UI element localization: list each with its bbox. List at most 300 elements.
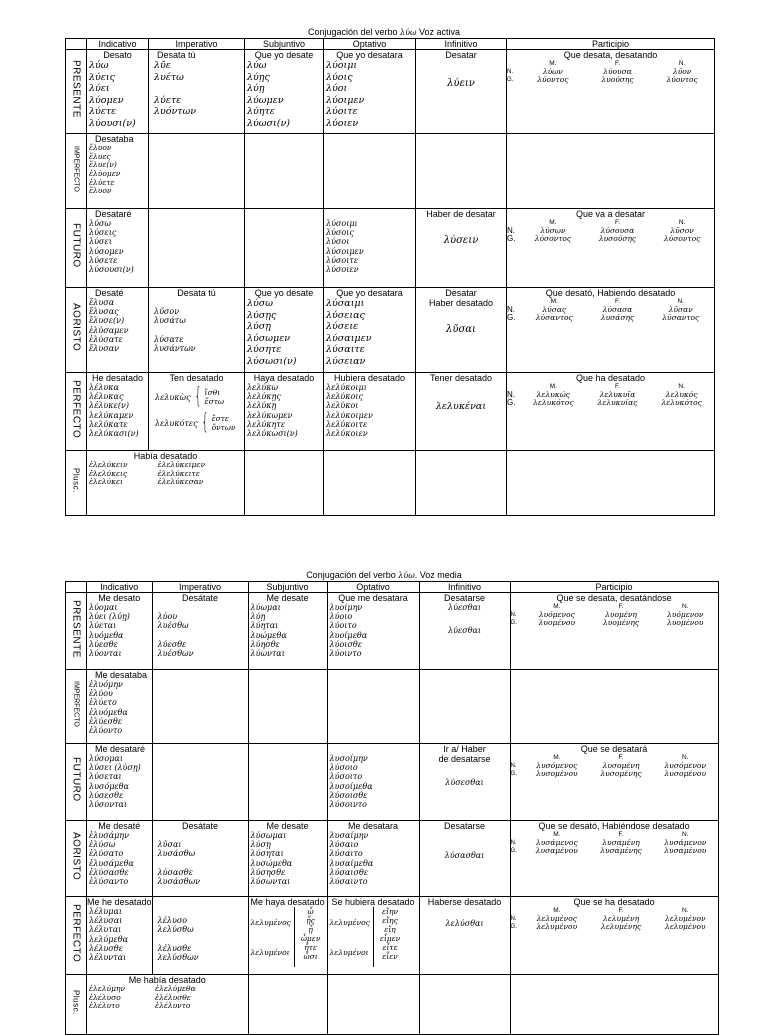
verb-form: λύσουσι(ν) bbox=[89, 264, 134, 274]
participle-form: λύσας bbox=[542, 306, 567, 314]
verb-form: ἔλυες bbox=[89, 151, 111, 161]
verb-form: λύσοισθε bbox=[329, 790, 368, 800]
participle-form: λῦον bbox=[672, 68, 692, 76]
participle-blank bbox=[507, 383, 521, 391]
gender-label: F. bbox=[614, 298, 621, 305]
verb-form: λέλυκε(ν) bbox=[89, 401, 129, 411]
verb-form: λύει (λύῃ) bbox=[89, 612, 130, 622]
presente-participio: Que desata, desatando M. F. N. N. λύων λύουσα λῦον G. λύοντος λυούσης λύοντος bbox=[507, 50, 715, 134]
verb-form: λελύκοι bbox=[326, 401, 359, 411]
row-imperfecto bbox=[66, 134, 715, 209]
gender-label: M. bbox=[553, 907, 561, 914]
case-label: G. bbox=[510, 620, 517, 626]
verb-form: λύσαιτο bbox=[329, 849, 363, 859]
case-label: N. bbox=[507, 391, 515, 399]
participle-form: λύσοντος bbox=[663, 235, 701, 243]
case-label: N. bbox=[510, 840, 517, 846]
verb-form: λύσοιο bbox=[329, 763, 358, 773]
verb-form: ἐλελύμεθα bbox=[155, 984, 196, 993]
participle-form: λυσαμένου bbox=[535, 847, 578, 855]
participle-form: λυόμενος bbox=[538, 611, 575, 619]
verb-form: λύσειε bbox=[326, 321, 359, 332]
gender-label: M. bbox=[549, 383, 557, 390]
perfecto-subjuntivo: Haya desatado λελύκω λελύκῃς λελύκῃ λελύκωμεν λελύκητε λελύκωσι(ν) bbox=[245, 373, 324, 451]
verb-form: ἔλυσαν bbox=[89, 343, 119, 353]
verb-form: ἐλύσαντο bbox=[89, 876, 129, 886]
verb-form: λύσοιντο bbox=[329, 799, 367, 809]
verb-form: λελύκοιτε bbox=[326, 419, 368, 429]
row-imperfecto bbox=[66, 670, 719, 744]
perfecto-optativo: Hubiera desatado λελύκοιμι λελύκοις λελύκοι λελύκοιμεν λελύκοιτε λελύκοιεν bbox=[324, 373, 416, 451]
verb-form: λῦε bbox=[154, 60, 171, 71]
verb-form: λύσετε bbox=[89, 255, 118, 265]
verb-form: λύσοι bbox=[326, 237, 350, 247]
verb-form: λυσόμεθα bbox=[89, 781, 129, 791]
verb-form: λύωμαι bbox=[250, 603, 281, 612]
row-pluscuamperfecto bbox=[66, 451, 715, 516]
verb-form: λύσει bbox=[89, 237, 112, 247]
participle-form: λελυμένης bbox=[600, 923, 642, 931]
verb-form: λελύκῃ bbox=[247, 401, 277, 411]
presente-imperativo: Desátate λύου λυέσθω λύεσθε λυέσθων bbox=[152, 593, 248, 670]
participle-form: λελυμένου bbox=[664, 923, 706, 931]
participle-form: λυόμενον bbox=[667, 611, 704, 619]
verb-form: λυέσθω bbox=[157, 621, 189, 631]
gender-label: N. bbox=[682, 603, 689, 610]
aoristo-participio: Que desató, Habiendo desatado M. F. N. N. λύσας λύσασα λῦσαν G. λύσαντος λυσάσης λύσαντος bbox=[507, 288, 715, 373]
tense-label: PRESENTE bbox=[70, 599, 82, 658]
participle-blank bbox=[511, 831, 525, 839]
case-label: G. bbox=[510, 771, 517, 777]
perfecto-imperativo: Ten desatado λελυκὼς { ἴσθι ἔστω λελυκότες { ἔστε ὄντων bbox=[149, 373, 245, 451]
verb-form: ἐλύου bbox=[89, 689, 113, 699]
row-perfecto bbox=[66, 897, 719, 975]
verb-form: ἐλελύκειν bbox=[89, 460, 128, 469]
gender-label: F. bbox=[618, 831, 624, 838]
futuro-participio: Que se desatará M. F. N. N. λυσόμενος λυσομένη λυσόμενον G. λυσομένου λυσομένης λυσομένου bbox=[510, 744, 718, 821]
gender-label: M. bbox=[553, 603, 561, 610]
aoristo-imperativo: Desata tú λῦσον λυσάτω λύσατε λυσάντων bbox=[149, 288, 245, 373]
verb-form: λύσεις bbox=[89, 228, 117, 238]
verb-form: λύοιμι bbox=[326, 60, 358, 71]
case-label: N. bbox=[507, 69, 513, 75]
active-conjugation-table bbox=[65, 38, 715, 516]
verb-form: λυσαίμην bbox=[329, 831, 369, 840]
participle-form: λελυμένη bbox=[603, 915, 640, 923]
verb-form: λύσωνται bbox=[250, 876, 291, 886]
participle-form: λυομένης bbox=[603, 619, 640, 627]
verb-form: λύοις bbox=[326, 71, 353, 83]
verb-form: λέλυμαι bbox=[89, 907, 123, 916]
col-header-subjuntivo: Subjuntivo bbox=[245, 39, 324, 50]
participle-form: λυομένου bbox=[538, 619, 576, 627]
case-label: G. bbox=[507, 77, 514, 83]
verb-form: λύσομεν bbox=[89, 246, 124, 256]
tense-label: Plusc. bbox=[71, 989, 81, 1015]
participle-form: λυούσης bbox=[601, 76, 634, 84]
verb-form: λύωσι(ν) bbox=[247, 117, 290, 129]
verb-form: ἐλύσαμεν bbox=[89, 325, 129, 335]
gender-label: N. bbox=[682, 831, 689, 838]
verb-form: λυσάσθων bbox=[157, 876, 201, 886]
participle-blank bbox=[511, 907, 525, 915]
participle-form: λυσαμένου bbox=[664, 847, 707, 855]
participle-form: λυσαμένης bbox=[600, 847, 642, 855]
participle-form: λύων bbox=[542, 68, 563, 76]
media-title-verb: λύω. bbox=[398, 571, 418, 580]
participle-blank bbox=[511, 603, 525, 611]
verb-form: εἴη bbox=[384, 925, 396, 934]
perfecto-participio: Que se ha desatado M. F. N. N. λελυμένος λελυμένη λελυμένον G. λελυμένου λελυμένης λελυμένου bbox=[510, 897, 718, 975]
verb-form: ἔλυε(ν) bbox=[89, 160, 117, 170]
verb-form: λύσῃ bbox=[250, 840, 271, 850]
verb-form: λύσητε bbox=[247, 344, 282, 355]
verb-form: λύητε bbox=[247, 106, 275, 117]
participle-form: λύσασα bbox=[602, 306, 633, 314]
verb-form bbox=[158, 859, 248, 868]
verb-form: λύεσθε bbox=[89, 639, 118, 649]
verb-form: λέλυσο bbox=[157, 916, 188, 926]
verb-form: εἶεν bbox=[382, 952, 398, 961]
verb-form: ἐλυόμεθα bbox=[89, 707, 128, 717]
verb-form: λελύκω bbox=[247, 383, 279, 392]
participle-form: λυσομένου bbox=[664, 770, 707, 778]
verb-form: λελύκοιμι bbox=[326, 383, 367, 392]
aoristo-participio: Que se desató, Habiéndose desatado M. F. N. N. λυσάμενος λυσαμένη λυσάμενον G. λυσαμένου λυσαμένης λυσαμένου bbox=[510, 821, 718, 897]
verb-form: λῦσον bbox=[154, 307, 180, 317]
case-label: N. bbox=[510, 916, 517, 922]
verb-form: λύσησθε bbox=[250, 867, 286, 877]
verb-form bbox=[154, 326, 244, 335]
verb-form: λύσω bbox=[89, 219, 111, 228]
verb-form: λέλυκα bbox=[89, 383, 119, 392]
verb-form: λύσωσι(ν) bbox=[247, 355, 297, 367]
col-header-indicativo: Indicativo bbox=[87, 582, 153, 593]
gender-label: F. bbox=[614, 60, 621, 67]
verb-form: λύωνται bbox=[250, 648, 285, 658]
verb-form: ἐλέλυντο bbox=[155, 1001, 191, 1011]
verb-form: λύοιμεν bbox=[326, 94, 365, 106]
participle-form: λυσομένη bbox=[602, 762, 640, 770]
verb-form bbox=[158, 631, 248, 640]
verb-form: ἔλυον bbox=[89, 143, 112, 152]
row-perfecto bbox=[66, 373, 715, 451]
media-conjugation-table bbox=[65, 581, 719, 1035]
tense-label: PERFECTO bbox=[70, 903, 82, 963]
tense-label: IMPERFECTO bbox=[72, 145, 80, 192]
aoristo-indicativo: Desaté ἔλυσα ἔλυσας ἔλυσε(ν) ἐλύσαμεν ἐλύσατε ἔλυσαν bbox=[87, 288, 149, 373]
verb-form: λύεις bbox=[89, 71, 115, 83]
gender-label: N. bbox=[682, 754, 689, 761]
case-label: N. bbox=[507, 306, 515, 314]
gender-label: N. bbox=[678, 383, 685, 390]
verb-form: λύηται bbox=[250, 621, 279, 631]
participle-blank bbox=[507, 219, 521, 227]
gender-label: M. bbox=[549, 219, 557, 226]
participle-form: λελυκός bbox=[665, 391, 698, 399]
col-header-participio: Participio bbox=[507, 39, 715, 50]
verb-form: λύσοιμεν bbox=[326, 246, 364, 256]
case-label: N. bbox=[507, 227, 515, 235]
presente-subjuntivo: Me desate λύωμαι λύῃ λύηται λυώμεθα λύησθε λύωνται bbox=[248, 593, 327, 670]
verb-form: ἔλυσας bbox=[89, 307, 119, 317]
verb-form: λύσωμεν bbox=[247, 332, 291, 344]
verb-form: ἐλύετο bbox=[89, 698, 117, 708]
verb-form: ὦ bbox=[307, 907, 314, 916]
case-label: G. bbox=[507, 399, 516, 407]
verb-form: λέλυσθε bbox=[157, 943, 192, 953]
verb-form: λύοιντο bbox=[329, 648, 362, 658]
verb-form: λύσαιο bbox=[329, 840, 359, 850]
plusc-indicativo: Había desatado ἐλελύκειν ἐλελύκεις ἐλελύκει ἐλελύκειμεν ἐλελύκειτε ἐλελύκεσαν bbox=[87, 451, 245, 516]
verb-form: λύσω bbox=[247, 298, 274, 309]
case-label: G. bbox=[510, 848, 517, 854]
tense-label: PRESENTE bbox=[70, 60, 82, 118]
verb-form: λύοιτε bbox=[326, 106, 358, 117]
gender-label: N. bbox=[678, 219, 686, 226]
participle-form: λύσοντος bbox=[534, 235, 572, 243]
verb-form: ὦμεν bbox=[300, 934, 321, 943]
participle-form: λυομένου bbox=[667, 619, 704, 627]
active-title-verb: λύω bbox=[400, 28, 417, 37]
aoristo-infinitivo: Desatar Haber desatado λῦσαι bbox=[416, 288, 507, 373]
verb-form: λελύκητε bbox=[247, 419, 286, 429]
tense-label: PERFECTO bbox=[70, 379, 82, 439]
presente-optativo: Que me desatara λυοίμην λύοιο λύοιτο λυοίμεθα λύοισθε λύοιντο bbox=[327, 593, 419, 670]
verb-form: λύοιεν bbox=[326, 117, 359, 129]
participle-form: λυσομένης bbox=[600, 770, 642, 778]
verb-form: εἴης bbox=[382, 916, 398, 925]
verb-form: λελύσθων bbox=[157, 952, 199, 962]
verb-form: λύσεται bbox=[89, 772, 122, 782]
futuro-infinitivo: Ir a/ Haber de desatarse λύσεσθαι bbox=[419, 744, 510, 821]
verb-form: λυέτω bbox=[154, 71, 184, 83]
col-header-optativo: Optativo bbox=[327, 582, 419, 593]
verb-form: λύσαιμι bbox=[326, 298, 365, 309]
verb-form: ἔλυον bbox=[89, 186, 112, 196]
participle-form: λυσαμένη bbox=[602, 839, 640, 847]
verb-form: ἔλυσα bbox=[89, 298, 115, 307]
verb-form bbox=[154, 298, 244, 307]
aoristo-optativo: Que yo desatara λύσαιμι λύσειας λύσειε λύσαιμεν λύσαιτε λύσειαν bbox=[324, 288, 416, 373]
participle-blank bbox=[507, 298, 521, 306]
aoristo-imperativo: Desátate λῦσαι λυσάσθω λύσασθε λυσάσθων bbox=[152, 821, 248, 897]
verb-form: ἐλύοντο bbox=[89, 725, 123, 735]
participle-form: λύσων bbox=[540, 227, 566, 235]
verb-form: λύῃ bbox=[250, 612, 266, 622]
perfecto-optativo: Se hubiera desatado λελυμένος λελυμένοι εἴην εἴης εἴη εἶμεν εἶτε εἶεν bbox=[327, 897, 419, 975]
presente-participio: Que se desata, desatándose M. F. N. N. λυόμενος λυομένη λυόμενον G. λυομένου λυομένης λυομένου bbox=[510, 593, 718, 670]
imperfecto-indicativo: Me desataba ἐλυόμην ἐλύου ἐλύετο ἐλυόμεθα ἐλύεσθε ἐλύοντο bbox=[87, 670, 153, 744]
tense-label: IMPERFECTO bbox=[72, 681, 80, 727]
case-label: N. bbox=[510, 763, 517, 769]
verb-form: λύσειαν bbox=[326, 355, 366, 367]
verb-form: λύοισθε bbox=[329, 639, 363, 649]
participle-form: λῦσαν bbox=[668, 306, 693, 314]
verb-form: λύεσθε bbox=[157, 639, 187, 649]
participle-form: λελυκυίας bbox=[597, 399, 638, 407]
verb-form: λύσαισθε bbox=[329, 867, 369, 877]
verb-form: λυόμεθα bbox=[89, 630, 124, 640]
participle-form: λύσαντος bbox=[535, 314, 573, 322]
perfecto-indicativo: Me he desatado λέλυμαι λέλυσαι λέλυται λελύμεθα λέλυσθε λέλυνται bbox=[87, 897, 153, 975]
verb-form: λελύσθω bbox=[157, 925, 194, 935]
row-futuro bbox=[66, 209, 715, 288]
participle-form: λυσόμενος bbox=[536, 762, 578, 770]
verb-form: λέλυσθε bbox=[89, 943, 123, 953]
gender-label: M. bbox=[549, 60, 557, 67]
participle-form: λελυμένου bbox=[536, 923, 578, 931]
col-header-subjuntivo: Subjuntivo bbox=[248, 582, 327, 593]
tense-label: FUTURO bbox=[70, 757, 82, 802]
verb-form: λελύκαμεν bbox=[89, 410, 134, 420]
aoristo-optativo: Me desatara λυσαίμην λύσαιο λύσαιτο λυσαίμεθα λύσαισθε λύσαιντο bbox=[327, 821, 419, 897]
participle-blank bbox=[507, 60, 521, 68]
verb-form: λυοίμην bbox=[329, 603, 363, 612]
case-label: G. bbox=[507, 235, 516, 243]
verb-form: λέλυνται bbox=[89, 952, 127, 962]
verb-form: λύομεν bbox=[89, 94, 124, 106]
presente-imperativo: Desata tú λῦε λυέτω λύετε λυόντων bbox=[149, 50, 245, 134]
verb-form: ᾖς bbox=[306, 916, 315, 925]
verb-form: λύσαιτε bbox=[326, 344, 365, 355]
verb-form: λύομαι bbox=[89, 603, 118, 612]
verb-form: λύοιο bbox=[329, 612, 353, 622]
verb-form: ἔλυσε(ν) bbox=[89, 316, 125, 326]
verb-form: λελύκῃς bbox=[247, 392, 281, 402]
participle-form: λῦσον bbox=[670, 227, 694, 235]
verb-form: λύσῃ bbox=[247, 321, 271, 332]
presente-indicativo: Me desato λύομαι λύει (λύῃ) λύεται λυόμεθα λύεσθε λύονται bbox=[87, 593, 153, 670]
verb-form: λύσωμαι bbox=[250, 831, 287, 840]
row-presente bbox=[66, 50, 715, 134]
participle-form: λυσάμενον bbox=[664, 839, 707, 847]
participle-form: λελυκότος bbox=[661, 399, 702, 407]
verb-form: ἐλύεσθε bbox=[89, 716, 123, 726]
verb-form: λύσοιτε bbox=[326, 255, 359, 265]
verb-form: λύῃ bbox=[247, 83, 265, 94]
participle-form: λελυκότος bbox=[533, 399, 574, 407]
perfecto-subjuntivo: Me haya desatado λελυμένος λελυμένοι ὦ ᾖς ᾖ ὦμεν ἦτε ὦσι bbox=[248, 897, 327, 975]
gender-label: M. bbox=[553, 754, 561, 761]
verb-form: λύσει (λύσῃ) bbox=[89, 763, 141, 773]
verb-form: ἐλυόμην bbox=[89, 680, 123, 689]
col-header-infinitivo: Infinitivo bbox=[419, 582, 510, 593]
gender-label: F. bbox=[614, 383, 621, 390]
verb-form: λυοίμεθα bbox=[329, 630, 368, 640]
verb-form: ἐλέλυσθε bbox=[155, 992, 191, 1002]
verb-form: ἐλελύκειμεν bbox=[157, 460, 206, 469]
participle-form: λελυκώς bbox=[536, 391, 570, 399]
verb-form: λύωμεν bbox=[247, 94, 284, 106]
verb-form: λύετε bbox=[89, 106, 117, 117]
verb-form: λυσοίμεθα bbox=[329, 781, 373, 791]
futuro-participio: Que va a desatar M. F. N. N. λύσων λύσουσα λῦσον G. λύσοντος λυσούσης λύσοντος bbox=[507, 209, 715, 288]
verb-form: λελύκωσι(ν) bbox=[247, 428, 298, 438]
aoristo-indicativo: Me desaté ἐλυσάμην ἐλύσω ἐλύσατο ἐλυσάμεθα ἐλύσασθε ἐλύσαντο bbox=[87, 821, 153, 897]
verb-form: λύησθε bbox=[250, 639, 280, 649]
case-label: N. bbox=[510, 612, 517, 618]
header-row bbox=[66, 582, 719, 593]
verb-form: λύουσι(ν) bbox=[89, 117, 136, 129]
gender-label: F. bbox=[614, 219, 621, 226]
verb-form: λελύκοις bbox=[326, 392, 363, 402]
active-title: Conjugación del verbo λύω Voz activa bbox=[307, 27, 461, 37]
verb-form: λυσάσθω bbox=[157, 849, 196, 859]
participle-blank bbox=[511, 754, 525, 762]
gender-label: M. bbox=[550, 298, 558, 305]
gender-label: F. bbox=[618, 907, 624, 914]
verb-form: ἐλύσω bbox=[89, 840, 116, 850]
verb-form: λύσειας bbox=[326, 309, 365, 321]
verb-form: λυόντων bbox=[154, 106, 197, 117]
verb-form: λύσονται bbox=[89, 799, 128, 809]
case-label: G. bbox=[507, 314, 516, 322]
verb-form: λέλυκας bbox=[89, 392, 124, 402]
participle-form: λυσόμενον bbox=[664, 762, 707, 770]
media-title: Conjugación del verbo λύω. Voz media bbox=[306, 570, 462, 580]
verb-form: λύσομαι bbox=[89, 754, 123, 763]
participle-form: λύσουσα bbox=[600, 227, 635, 235]
participle-form: λύοντος bbox=[666, 76, 698, 84]
tense-label: FUTURO bbox=[70, 223, 82, 268]
col-header-optativo: Optativo bbox=[324, 39, 416, 50]
verb-form: λύσοιμι bbox=[326, 219, 358, 228]
verb-form: ἦτε bbox=[304, 943, 317, 952]
col-header-infinitivo: Infinitivo bbox=[416, 39, 507, 50]
verb-form: λύοι bbox=[326, 83, 348, 94]
participle-form: λυομένη bbox=[605, 611, 637, 619]
participle-form: λελυμένος bbox=[536, 915, 577, 923]
verb-form: ἐλυσάμην bbox=[89, 831, 129, 840]
row-aoristo bbox=[66, 821, 719, 897]
aoristo-subjuntivo: Que yo desate λύσω λύσῃς λύσῃ λύσωμεν λύσητε λύσωσι(ν) bbox=[245, 288, 324, 373]
verb-form: λύσοιεν bbox=[326, 264, 359, 274]
perfecto-indicativo: He desatado λέλυκα λέλυκας λέλυκε(ν) λελύκαμεν λελύκατε λελύκασι(ν) bbox=[87, 373, 149, 451]
futuro-indicativo: Desataré λύσω λύσεις λύσει λύσομεν λύσετε λύσουσι(ν) bbox=[87, 209, 149, 288]
verb-form: ἐλέλυσο bbox=[89, 992, 121, 1002]
verb-form: λύετε bbox=[154, 94, 182, 106]
aoristo-infinitivo: Desatarse λύσασθαι bbox=[419, 821, 510, 897]
verb-form bbox=[158, 603, 248, 612]
verb-form: λυσώμεθα bbox=[250, 858, 293, 868]
presente-infinitivo: Desatar λύειν bbox=[416, 50, 507, 134]
col-header-participio: Participio bbox=[510, 582, 718, 593]
verb-form: εἶτε bbox=[382, 943, 398, 952]
verb-form bbox=[158, 935, 248, 944]
verb-form: λύω bbox=[247, 60, 267, 71]
col-header-imperativo: Imperativo bbox=[149, 39, 245, 50]
verb-form: ἐλελύκει bbox=[89, 477, 123, 487]
verb-form: ὦσι bbox=[303, 952, 318, 961]
participle-form: λύοντος bbox=[537, 76, 569, 84]
verb-form: λελύμεθα bbox=[89, 934, 129, 944]
futuro-indicativo: Me desataré λύσομαι λύσει (λύσῃ) λύσεται λυσόμεθα λύσεσθε λύσονται bbox=[87, 744, 153, 821]
verb-form: λύω bbox=[89, 60, 109, 71]
verb-form: ἐλελύκεσαν bbox=[157, 477, 204, 487]
aoristo-subjuntivo: Me desate λύσωμαι λύσῃ λύσηται λυσώμεθα λύσησθε λύσωνται bbox=[248, 821, 327, 897]
verb-form: εἴην bbox=[382, 907, 399, 916]
verb-form: λῦσαι bbox=[157, 840, 182, 850]
participle-form: λυσάμενος bbox=[535, 839, 578, 847]
verb-form bbox=[154, 83, 244, 95]
verb-form: λέλυσαι bbox=[89, 916, 123, 926]
verb-form: λύσεσθε bbox=[89, 790, 124, 800]
verb-form: λύσασθε bbox=[157, 867, 193, 877]
verb-form: λύσῃς bbox=[247, 309, 277, 321]
col-header-imperativo: Imperativo bbox=[152, 582, 248, 593]
verb-form: ἐλύσατο bbox=[89, 849, 124, 859]
